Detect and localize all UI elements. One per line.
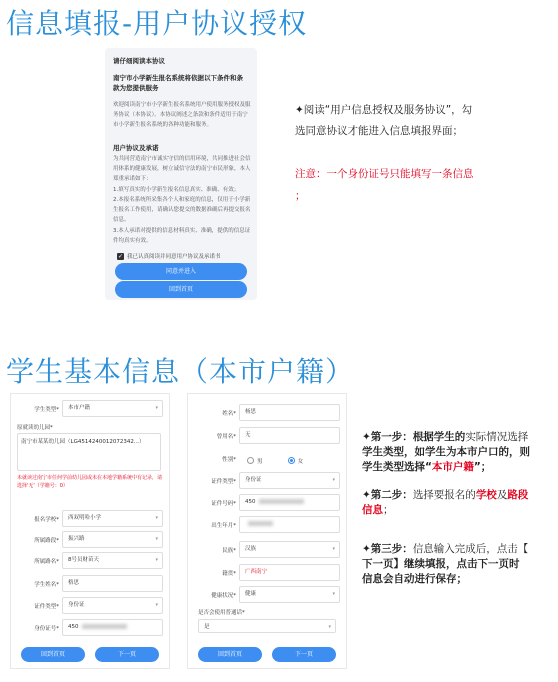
form-row-road <box>11 552 169 569</box>
note-line-1: ✦阅读“用户信息授权及服务协议”，勾 <box>295 104 473 116</box>
agree-checkbox-row[interactable] <box>117 252 221 260</box>
chevron-down-icon: ▾ <box>155 602 158 608</box>
agree-enter-button[interactable]: 同意并进入 <box>115 263 247 280</box>
form-row-school <box>11 510 169 527</box>
kindergarten-label: 原就读幼儿园* <box>17 425 53 431</box>
next-page-button[interactable]: 下一页 <box>95 647 159 662</box>
form-row-name <box>188 404 346 421</box>
native-input[interactable]: 广西南宁 <box>239 564 340 581</box>
agreement-item-3: 3.本人承诺对提供的信息材料真实、准确，提供的信息证件均真实有效。 <box>113 228 251 244</box>
back-home-button[interactable]: 回到首页 <box>115 281 247 298</box>
chevron-down-icon: ▾ <box>155 557 158 563</box>
student-form-right <box>187 393 347 669</box>
idtype-label: 证件类型* <box>211 478 236 485</box>
ethnic-select[interactable]: 汉族 ▾ <box>239 541 340 558</box>
checkbox-checked-icon[interactable]: ✓ <box>117 252 124 260</box>
student-form-left <box>10 393 170 669</box>
agreement-heading: 请仔细阅读本协议 <box>113 57 165 65</box>
chevron-down-icon: ▾ <box>332 591 335 597</box>
road-select[interactable]: 8号员财苗天 ▾ <box>62 552 163 569</box>
radio-checked-icon <box>288 457 295 464</box>
idtype-select[interactable]: 身份证 ▾ <box>239 472 340 489</box>
form-row-name <box>11 575 169 592</box>
idnum-label: 证件号码* <box>211 500 236 507</box>
birth-input[interactable] <box>239 516 340 533</box>
note-line-2: 选同意协议才能进入信息填报界面； <box>295 125 463 137</box>
idtype-select[interactable]: 身份证 ▾ <box>62 597 163 614</box>
warning-line-2: ； <box>295 190 306 202</box>
gender-female-radio[interactable]: 女 <box>288 457 304 465</box>
name-input[interactable]: 杨思 <box>239 404 340 421</box>
back-home-button[interactable]: 回到首页 <box>21 647 85 662</box>
mandarin-label: 是否会使用普通话* <box>198 610 245 616</box>
next-page-button[interactable]: 下一页 <box>272 647 336 662</box>
back-home-button[interactable]: 回到首页 <box>198 647 262 662</box>
school-select[interactable]: 西双明哈小学 ▾ <box>62 510 163 527</box>
form-row-idtype <box>188 472 346 489</box>
agreement-item-2: 2.本报名系统所采集各个人和家庭的信息，仅用于小学新生报名工作使用，请确认您提交的数据准确后再提交报名信息。 <box>113 197 251 223</box>
idtype-label: 证件类型* <box>34 603 59 610</box>
warning-line-1: 注意：一个身份证号只能填写一条信息 <box>295 168 474 180</box>
name-label: 姓名* <box>222 410 236 417</box>
idnum-input[interactable]: 450 <box>62 619 163 636</box>
school-label: 报名学校* <box>34 516 59 523</box>
birth-label: 出生年月* <box>211 522 236 529</box>
section-title-agreement: 信息填报-用户协议授权 <box>6 7 308 40</box>
road-label: 所属路名* <box>34 558 59 565</box>
idnum-label: 身份证号* <box>34 625 59 632</box>
student-name-label: 学生姓名* <box>34 581 59 588</box>
radio-unchecked-icon <box>247 457 254 464</box>
gender-label: 性别* <box>222 456 236 463</box>
section-title-student-info: 学生基本信息（本市户籍） <box>6 355 355 388</box>
chevron-down-icon: ▾ <box>155 536 158 542</box>
agreement-paragraph-2: 为共同营造南宁市诚实守信的信用环境，共同推进社会信用体系的健康发展，树立诚信守法的南宁市民形象，本人郑重承诺如下： <box>113 156 251 182</box>
chevron-down-icon: ▾ <box>155 515 158 521</box>
kindergarten-textarea[interactable]: 南宁市某某幼儿园（LG4514240012072342...） <box>17 433 161 471</box>
ethnic-label: 民族* <box>222 547 236 554</box>
form-row-student-type <box>11 400 169 417</box>
chevron-down-icon: ▾ <box>155 405 158 411</box>
form-row-district <box>11 531 169 548</box>
agreement-section-heading: 用户协议及承诺 <box>113 144 159 152</box>
form-row-alias <box>188 427 346 444</box>
alias-input[interactable]: 无 <box>239 427 340 444</box>
student-type-label: 学生类型* <box>34 406 59 413</box>
form-row-idnum <box>188 494 346 511</box>
student-name-input[interactable]: 格思 <box>62 575 163 592</box>
district-label: 所属路段* <box>34 537 59 544</box>
step-1-text: ✦第一步：根据学生的实际情况选择 学生类型，如学生为本市户口的，则 学生类型选择“本市户籍”； <box>362 431 530 473</box>
form-row-birth <box>188 516 346 533</box>
mandarin-select[interactable]: 是 ▾ <box>198 619 336 633</box>
step-2-text: ✦第二步：选择要报名的学校及路段 信息； <box>362 489 529 516</box>
student-type-select[interactable]: 本市户籍 ▾ <box>62 400 163 417</box>
form-row-idtype <box>11 597 169 614</box>
native-label: 籍贯* <box>222 570 236 577</box>
chevron-down-icon: ▾ <box>332 477 335 483</box>
form-row-idnum <box>11 619 169 636</box>
district-select[interactable]: 振兴路 ▾ <box>62 531 163 548</box>
agreement-paragraph-1: 欢迎阅读南宁市小学新生报名系统用户使用服务授权及服务协议（本协议）。本协议阐述之条款和条件适用于南宁市小学新生报名系统的各种功能和服务。 <box>113 102 251 128</box>
step-3-text: ✦第三步：信息输入完成后，点击【 下一页】继续填报，点击下一页时 信息会自动进行保存； <box>362 543 529 585</box>
chevron-down-icon: ▾ <box>328 624 331 630</box>
agreement-panel <box>105 48 257 300</box>
alias-label: 曾用名* <box>216 433 236 440</box>
health-label: 健康状况* <box>211 592 236 599</box>
form-row-ethnic <box>188 541 346 558</box>
chevron-down-icon: ▾ <box>332 546 335 552</box>
agreement-subheading: 南宁市小学新生报名系统将依据以下条件和条款为您提供服务 <box>113 74 243 92</box>
agreement-item-1: 1.填写真实的小学新生报名信息真实、准确、有效； <box>113 187 240 193</box>
form-row-native <box>188 564 346 581</box>
health-select[interactable]: 健康 ▾ <box>239 586 340 603</box>
form-row-gender <box>188 450 346 467</box>
form-row-health <box>188 586 346 603</box>
kindergarten-hint: 未就读过南宁市任何学前幼儿园或未在本地学籍系统中有记录，请选择'无'（学籍号：0） <box>17 475 163 489</box>
idnum-input[interactable]: 450 <box>239 494 340 511</box>
agree-checkbox-label: 我已认真阅读并同意用户协议及承诺书 <box>127 254 221 260</box>
gender-male-radio[interactable]: 男 <box>247 457 263 465</box>
